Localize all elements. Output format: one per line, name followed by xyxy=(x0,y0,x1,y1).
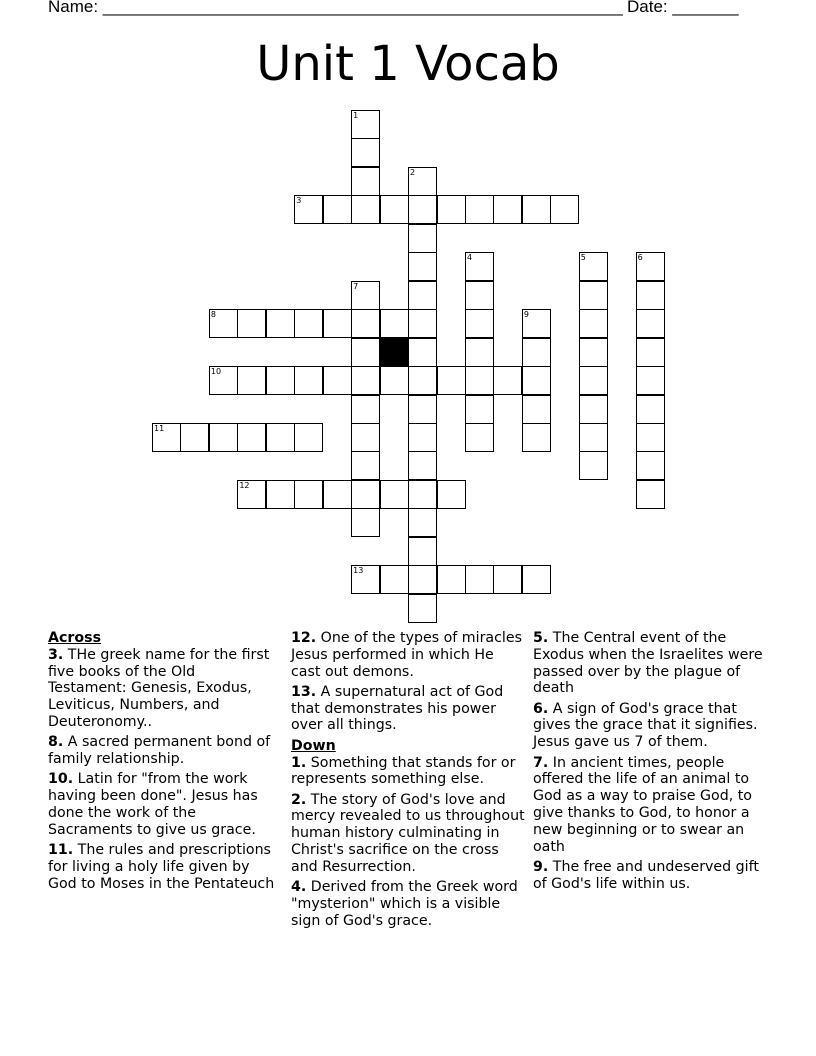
grid-cell[interactable] xyxy=(380,480,409,509)
grid-cell[interactable] xyxy=(437,195,466,224)
grid-cell[interactable] xyxy=(152,423,181,452)
grid-cell[interactable] xyxy=(636,338,665,367)
clue-number: 10. xyxy=(48,771,74,788)
grid-cell[interactable] xyxy=(351,309,380,338)
clue-number: 11. xyxy=(48,842,74,859)
clue-number: 6. xyxy=(533,700,549,717)
grid-cell[interactable] xyxy=(550,195,579,224)
clue-down-5 xyxy=(533,630,769,697)
clue-across-10 xyxy=(48,771,276,838)
clues-column-3 xyxy=(533,630,769,896)
cell-number: 5 xyxy=(580,253,586,263)
grid-cell[interactable] xyxy=(437,366,466,395)
grid-cell[interactable] xyxy=(465,309,494,338)
grid-cell[interactable] xyxy=(408,338,437,367)
grid-cell[interactable] xyxy=(351,195,380,224)
grid-cell[interactable] xyxy=(351,338,380,367)
clue-text: Derived from the Greek word "mysterion" which is a visible sign of God's grace. xyxy=(291,879,518,929)
grid-cell[interactable] xyxy=(437,565,466,594)
grid-cell[interactable] xyxy=(579,252,608,281)
grid-cell[interactable] xyxy=(465,565,494,594)
grid-cell[interactable] xyxy=(408,537,437,566)
clue-down-6 xyxy=(533,701,769,751)
grid-cell[interactable] xyxy=(579,281,608,310)
clue-number: 7. xyxy=(533,754,549,771)
down-heading: Down xyxy=(291,737,336,754)
grid-cell[interactable] xyxy=(636,423,665,452)
grid-cell[interactable] xyxy=(408,565,437,594)
grid-cell[interactable] xyxy=(636,366,665,395)
clue-text: In ancient times, people offered the life of an animal to God as a way to praise God, to give thanks to God, to honor a new beginning or to swear an oath xyxy=(533,754,752,855)
grid-cell[interactable] xyxy=(351,451,380,480)
grid-cell[interactable] xyxy=(351,110,380,139)
grid-cell[interactable] xyxy=(408,252,437,281)
grid-cell[interactable] xyxy=(408,594,437,623)
black-cell xyxy=(380,338,409,367)
grid-cell[interactable] xyxy=(408,366,437,395)
grid-cell[interactable] xyxy=(209,366,238,395)
cell-number: 3 xyxy=(296,196,302,206)
clue-number: 5. xyxy=(533,630,549,646)
grid-cell[interactable] xyxy=(237,423,266,452)
grid-cell[interactable] xyxy=(579,309,608,338)
clue-text: A supernatural act of God that demonstrates his power over all things. xyxy=(291,683,504,734)
grid-cell[interactable] xyxy=(266,423,295,452)
grid-cell[interactable] xyxy=(351,480,380,509)
grid-cell[interactable] xyxy=(351,423,380,452)
grid-cell[interactable] xyxy=(636,309,665,338)
grid-cell[interactable] xyxy=(380,309,409,338)
grid-cell[interactable] xyxy=(323,309,352,338)
grid-cell[interactable] xyxy=(408,309,437,338)
cell-number: 12 xyxy=(239,480,250,490)
grid-cell[interactable] xyxy=(465,252,494,281)
grid-cell[interactable] xyxy=(323,195,352,224)
grid-cell[interactable] xyxy=(209,309,238,338)
clue-number: 9. xyxy=(533,858,549,875)
clue-text: The free and undeserved gift of God's life within us. xyxy=(533,858,759,892)
clue-number: 8. xyxy=(48,734,64,751)
cell-number: 9 xyxy=(523,310,529,320)
grid-cell[interactable] xyxy=(465,423,494,452)
clues-column-1 xyxy=(48,630,276,896)
clue-text: A sign of God's grace that gives the grace that it signifies. Jesus gave us 7 of them. xyxy=(533,700,758,751)
grid-cell[interactable] xyxy=(408,451,437,480)
grid-cell[interactable] xyxy=(522,565,551,594)
grid-cell[interactable] xyxy=(323,366,352,395)
grid-cell[interactable] xyxy=(380,366,409,395)
grid-cell[interactable] xyxy=(294,423,323,452)
grid-cell[interactable] xyxy=(493,565,522,594)
grid-cell[interactable] xyxy=(636,252,665,281)
grid-cell[interactable] xyxy=(351,281,380,310)
clue-text: Latin for "from the work having been done". Jesus has done the work of the Sacraments to give us grace. xyxy=(48,771,258,838)
grid-cell[interactable] xyxy=(408,167,437,196)
grid-cell[interactable] xyxy=(579,395,608,424)
grid-cell[interactable] xyxy=(237,366,266,395)
cell-number: 2 xyxy=(410,167,416,177)
cell-number: 7 xyxy=(353,281,359,291)
grid-cell[interactable] xyxy=(636,395,665,424)
page-title: Unit 1 Vocab xyxy=(256,36,560,92)
clue-across-3 xyxy=(48,647,276,731)
grid-cell[interactable] xyxy=(294,480,323,509)
grid-cell[interactable] xyxy=(636,281,665,310)
grid-cell[interactable] xyxy=(636,480,665,509)
clue-across-11 xyxy=(48,842,276,892)
grid-cell[interactable] xyxy=(323,480,352,509)
cell-number: 10 xyxy=(210,367,222,377)
grid-cell[interactable] xyxy=(351,366,380,395)
name-field[interactable]: Name: _______________________________________________________ xyxy=(48,0,623,16)
across-heading: Across xyxy=(48,630,102,646)
grid-cell[interactable] xyxy=(522,338,551,367)
cell-number: 13 xyxy=(353,566,364,576)
grid-cell[interactable] xyxy=(266,309,295,338)
grid-cell[interactable] xyxy=(380,195,409,224)
cell-number: 11 xyxy=(154,423,165,433)
grid-cell[interactable] xyxy=(579,451,608,480)
grid-cell[interactable] xyxy=(522,195,551,224)
grid-cell[interactable] xyxy=(408,195,437,224)
clue-number: 3. xyxy=(48,646,64,663)
grid-cell[interactable] xyxy=(465,366,494,395)
grid-cell[interactable] xyxy=(351,138,380,167)
grid-cell[interactable] xyxy=(408,480,437,509)
cell-number: 6 xyxy=(637,253,643,263)
grid-cell[interactable] xyxy=(465,338,494,367)
grid-cell[interactable] xyxy=(180,423,209,452)
grid-cell[interactable] xyxy=(493,195,522,224)
grid-cell[interactable] xyxy=(380,565,409,594)
grid-cell[interactable] xyxy=(209,423,238,452)
grid-cell[interactable] xyxy=(408,395,437,424)
grid-cell[interactable] xyxy=(266,366,295,395)
grid-cell[interactable] xyxy=(351,565,380,594)
clue-number: 13. xyxy=(291,683,317,700)
grid-cell[interactable] xyxy=(266,480,295,509)
grid-cell[interactable] xyxy=(493,366,522,395)
clue-across-13 xyxy=(291,684,525,734)
clue-text: One of the types of miracles Jesus performed in which He cast out demons. xyxy=(291,630,522,680)
clue-number: 1. xyxy=(291,754,307,771)
grid-cell[interactable] xyxy=(237,480,266,509)
grid-cell[interactable] xyxy=(294,195,323,224)
grid-cell[interactable] xyxy=(294,309,323,338)
grid-cell[interactable] xyxy=(351,395,380,424)
grid-cell[interactable] xyxy=(465,195,494,224)
grid-cell[interactable] xyxy=(522,366,551,395)
clue-number: 2. xyxy=(291,791,307,808)
clue-number: 4. xyxy=(291,879,307,896)
clue-down-7 xyxy=(533,755,769,856)
clue-down-1 xyxy=(291,755,525,789)
clue-text: Something that stands for or represents something else. xyxy=(291,754,516,788)
grid-cell[interactable] xyxy=(465,281,494,310)
grid-cell[interactable] xyxy=(437,480,466,509)
grid-cell[interactable] xyxy=(408,508,437,537)
grid-cell[interactable] xyxy=(522,423,551,452)
grid-cell[interactable] xyxy=(294,366,323,395)
grid-cell[interactable] xyxy=(636,451,665,480)
clue-across-8 xyxy=(48,734,276,768)
clues-column-2 xyxy=(291,630,525,933)
clue-text: The rules and prescriptions for living a holy life given by God to Moses in the Pentateuch xyxy=(48,842,275,892)
clue-text: A sacred permanent bond of family relationship. xyxy=(48,734,271,768)
clue-text: The story of God's love and mercy revealed to us throughout human history culminating in Christ's sacrifice on the cross and Resurrection. xyxy=(291,791,525,875)
grid-cell[interactable] xyxy=(408,423,437,452)
clue-across-12 xyxy=(291,630,525,680)
grid-cell[interactable] xyxy=(351,167,380,196)
clue-down-9 xyxy=(533,859,769,893)
grid-cell[interactable] xyxy=(579,366,608,395)
grid-cell[interactable] xyxy=(522,395,551,424)
date-field[interactable]: Date: _______ xyxy=(627,0,739,16)
cell-number: 4 xyxy=(466,253,473,263)
grid-cell[interactable] xyxy=(237,309,266,338)
clue-text: THe greek name for the first five books of the Old Testament: Genesis, Exodus, Leviticus, Numbers, and Deuteronomy.. xyxy=(48,646,270,730)
clue-number: 12. xyxy=(291,630,317,646)
grid-cell[interactable] xyxy=(579,423,608,452)
grid-cell[interactable] xyxy=(579,338,608,367)
clue-down-2 xyxy=(291,792,525,876)
grid-cell[interactable] xyxy=(351,508,380,537)
grid-cell[interactable] xyxy=(408,281,437,310)
grid-cell[interactable] xyxy=(522,309,551,338)
cell-number: 1 xyxy=(353,111,359,120)
clue-down-4 xyxy=(291,879,525,929)
clue-text: The Central event of the Exodus when the Israelites were passed over by the plague of death xyxy=(533,630,763,697)
cell-number: 8 xyxy=(210,310,216,320)
grid-cell[interactable] xyxy=(465,395,494,424)
grid-cell[interactable] xyxy=(408,224,437,253)
